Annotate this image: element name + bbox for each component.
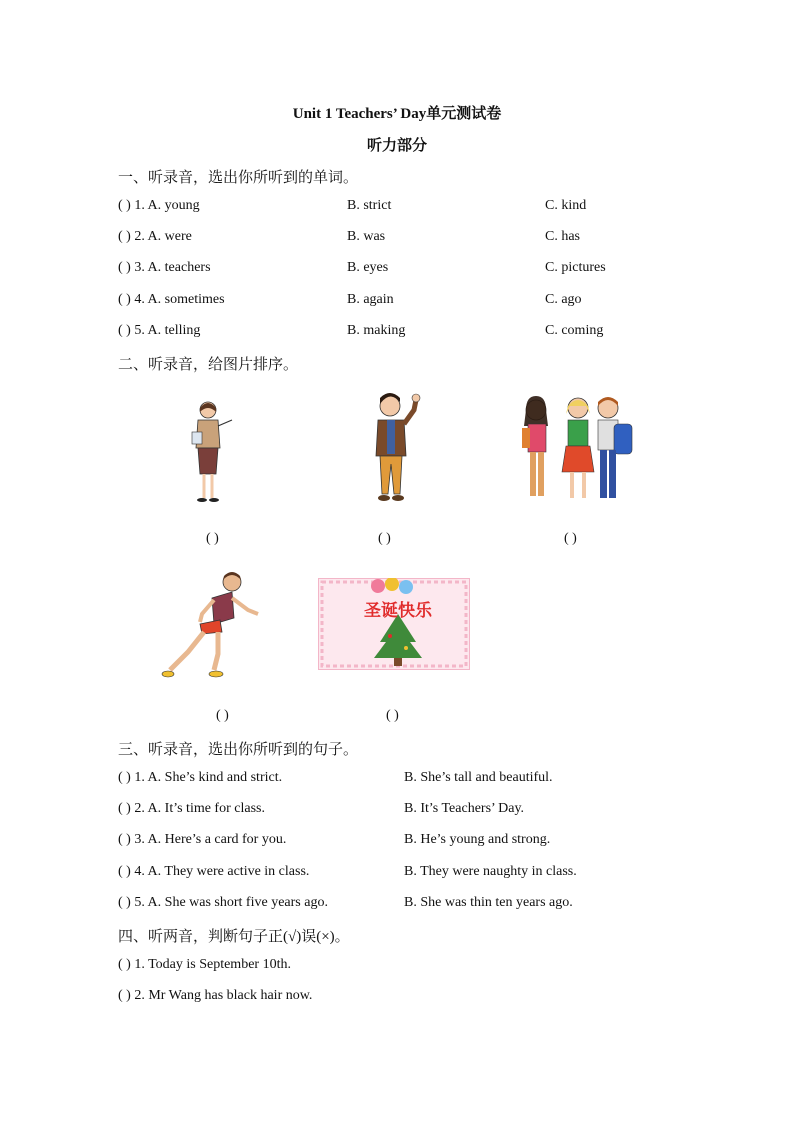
word-option-b: B. strict — [347, 198, 392, 213]
sentence-row — [118, 895, 698, 915]
sentence-row — [118, 770, 698, 790]
order-blank: ( ) — [564, 531, 577, 546]
order-blank: ( ) — [206, 531, 219, 546]
sentence-row — [118, 801, 698, 821]
judge-row — [118, 988, 698, 1008]
sentence-option-b: B. She’s tall and beautiful. — [404, 770, 553, 785]
card-greeting-text: 圣诞快乐 — [364, 601, 432, 621]
sentence-row — [118, 832, 698, 852]
sentence-option-a: ( ) 3. A. Here’s a card for you. — [118, 832, 287, 847]
word-option-c: C. has — [545, 229, 580, 244]
section1-heading: 一、听录音，选出你所听到的单词。 — [118, 170, 359, 186]
page-subtitle: 听力部分 — [366, 138, 427, 154]
christmas-card-picture — [318, 578, 470, 670]
page-title: Unit 1 Teachers’ Day单元测试卷 — [292, 106, 502, 122]
sentence-option-a: ( ) 2. A. It’s time for class. — [118, 801, 265, 816]
runner-picture — [160, 570, 265, 685]
order-blank: ( ) — [216, 708, 229, 723]
sentence-option-a: ( ) 1. A. She’s kind and strict. — [118, 770, 283, 785]
word-row — [118, 323, 698, 343]
judge-sentence: ( ) 1. Today is September 10th. — [118, 957, 291, 972]
word-row — [118, 229, 698, 249]
order-blank: ( ) — [378, 531, 391, 546]
section2-heading: 二、听录音，给图片排序。 — [118, 357, 299, 373]
word-option-a: ( ) 5. A. telling — [118, 323, 201, 338]
word-option-b: B. again — [347, 292, 394, 307]
word-option-a: ( ) 1. A. young — [118, 198, 200, 213]
word-row — [118, 198, 698, 218]
order-blank: ( ) — [386, 708, 399, 723]
word-row — [118, 260, 698, 280]
judge-sentence: ( ) 2. Mr Wang has black hair now. — [118, 988, 313, 1003]
sentence-option-a: ( ) 5. A. She was short five years ago. — [118, 895, 328, 910]
boy-waving-picture — [368, 390, 428, 510]
sentence-option-a: ( ) 4. A. They were active in class. — [118, 864, 310, 879]
children-group-picture — [514, 392, 639, 510]
word-option-c: C. ago — [545, 292, 582, 307]
word-option-a: ( ) 2. A. were — [118, 229, 192, 244]
section3-heading: 三、听录音，选出你所听到的句子。 — [118, 742, 359, 758]
sentence-option-b: B. It’s Teachers’ Day. — [404, 801, 525, 816]
judge-row — [118, 957, 698, 977]
sentence-row — [118, 864, 698, 884]
teacher-picture — [180, 398, 240, 508]
section4-heading: 四、听两音，判断句子正(√)误(×)。 — [118, 929, 350, 945]
word-option-b: B. making — [347, 323, 406, 338]
sentence-option-b: B. She was thin ten years ago. — [404, 895, 573, 910]
word-option-c: C. coming — [545, 323, 604, 338]
sentence-option-b: B. They were naughty in class. — [404, 864, 577, 879]
sentence-option-b: B. He’s young and strong. — [404, 832, 551, 847]
word-option-c: C. pictures — [545, 260, 606, 275]
word-option-b: B. eyes — [347, 260, 389, 275]
word-option-a: ( ) 4. A. sometimes — [118, 292, 225, 307]
word-option-c: C. kind — [545, 198, 587, 213]
word-option-a: ( ) 3. A. teachers — [118, 260, 211, 275]
word-option-b: B. was — [347, 229, 386, 244]
word-row — [118, 292, 698, 312]
